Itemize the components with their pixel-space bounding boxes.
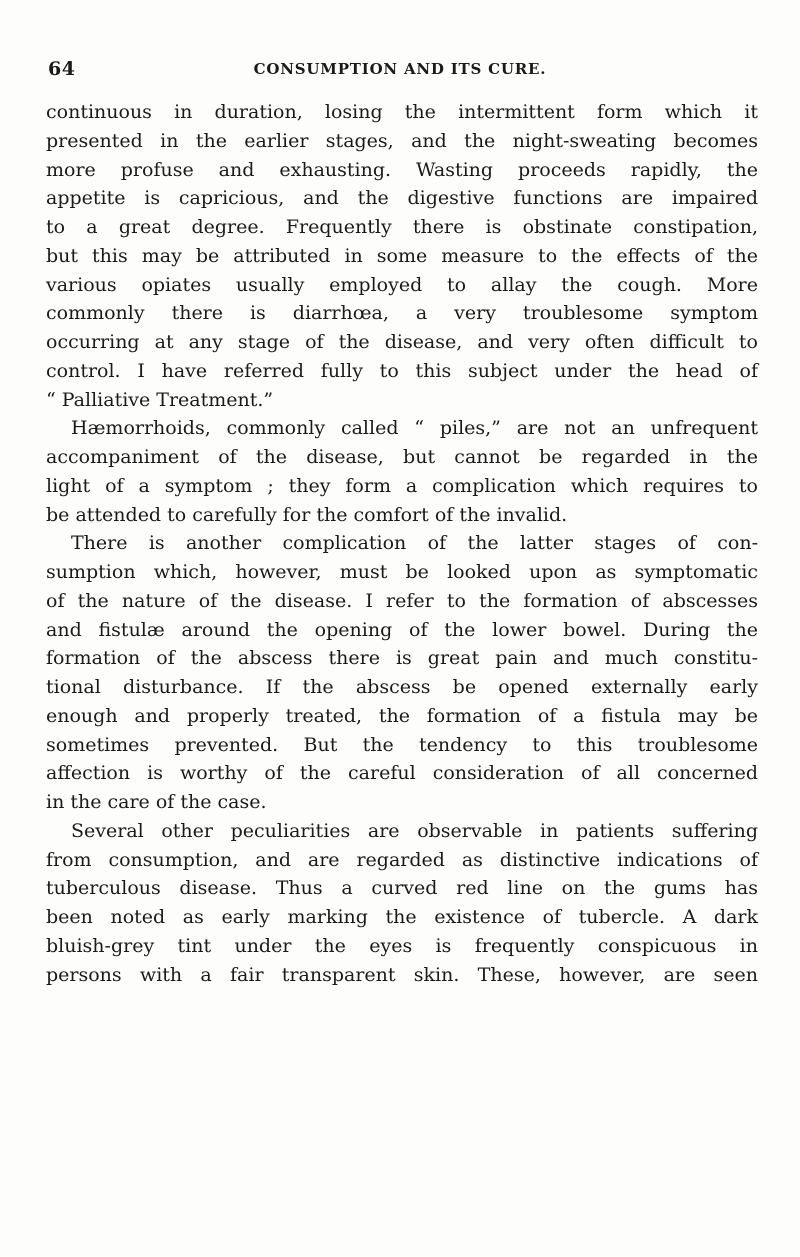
text-line: to a great degree. Frequently there is obstinate constipation, bbox=[46, 216, 758, 238]
text-line: persons with a fair transparent skin. These, however, are seen bbox=[46, 963, 758, 986]
text-line: been noted as early marking the existence of tubercle. A dark bbox=[46, 906, 758, 928]
text-line: from consumption, and are regarded as distinctive indications of bbox=[46, 848, 758, 871]
text-line: Hæmorrhoids, commonly called “ piles,” are not an unfrequent bbox=[71, 417, 758, 440]
text-line: sometimes prevented. But the tendency to this troublesome bbox=[46, 733, 758, 756]
text-line: occurring at any stage of the disease, and very often difficult to bbox=[46, 331, 758, 353]
text-line: continuous in duration, losing the intermittent form which it bbox=[46, 101, 758, 123]
text-line: formation of the abscess there is great pain and much constitu- bbox=[46, 647, 758, 670]
text-line: be attended to carefully for the comfort of the invalid. bbox=[46, 503, 568, 526]
text-line: presented in the earlier stages, and the night-sweating becomes bbox=[46, 129, 758, 152]
running-head bbox=[46, 58, 754, 86]
text-line: of the nature of the disease. I refer to the formation of abscesses bbox=[46, 589, 758, 612]
text-line: commonly there is diarrhœa, a very troublesome symptom bbox=[46, 302, 758, 325]
running-title: CONSUMPTION AND ITS CURE. bbox=[253, 60, 547, 78]
text-line: appetite is capricious, and the digestive functions are impaired bbox=[46, 187, 758, 210]
text-line: bluish-grey tint under the eyes is frequently conspicuous in bbox=[46, 934, 758, 957]
text-line: various opiates usually employed to allay the cough. More bbox=[46, 273, 758, 296]
text-line: sumption which, however, must be looked upon as symptomatic bbox=[46, 561, 758, 583]
text-line: accompaniment of the disease, but cannot be regarded in the bbox=[46, 446, 758, 468]
body-text bbox=[46, 98, 758, 989]
text-line: tional disturbance. If the abscess be opened externally early bbox=[46, 676, 758, 698]
text-line: tuberculous disease. Thus a curved red line on the gums has bbox=[46, 877, 758, 900]
text-line: There is another complication of the latter stages of con- bbox=[71, 532, 758, 555]
text-line: Several other peculiarities are observable in patients suffering bbox=[71, 819, 758, 842]
text-line: light of a symptom ; they form a complication which requires to bbox=[46, 474, 758, 497]
text-line: more profuse and exhausting. Wasting proceeds rapidly, the bbox=[46, 158, 758, 181]
page-number: 64 bbox=[48, 58, 76, 80]
text-line: in the care of the case. bbox=[46, 791, 267, 813]
text-line: “ Palliative Treatment.” bbox=[46, 388, 274, 411]
text-line: but this may be attributed in some measure to the effects of the bbox=[46, 244, 758, 267]
text-line: affection is worthy of the careful consideration of all concerned bbox=[46, 762, 758, 785]
text-line: control. I have referred fully to this subject under the head of bbox=[46, 359, 758, 382]
text-line: enough and properly treated, the formation of a fistula may be bbox=[46, 704, 758, 727]
text-line: and fistulæ around the opening of the lower bowel. During the bbox=[46, 618, 758, 641]
